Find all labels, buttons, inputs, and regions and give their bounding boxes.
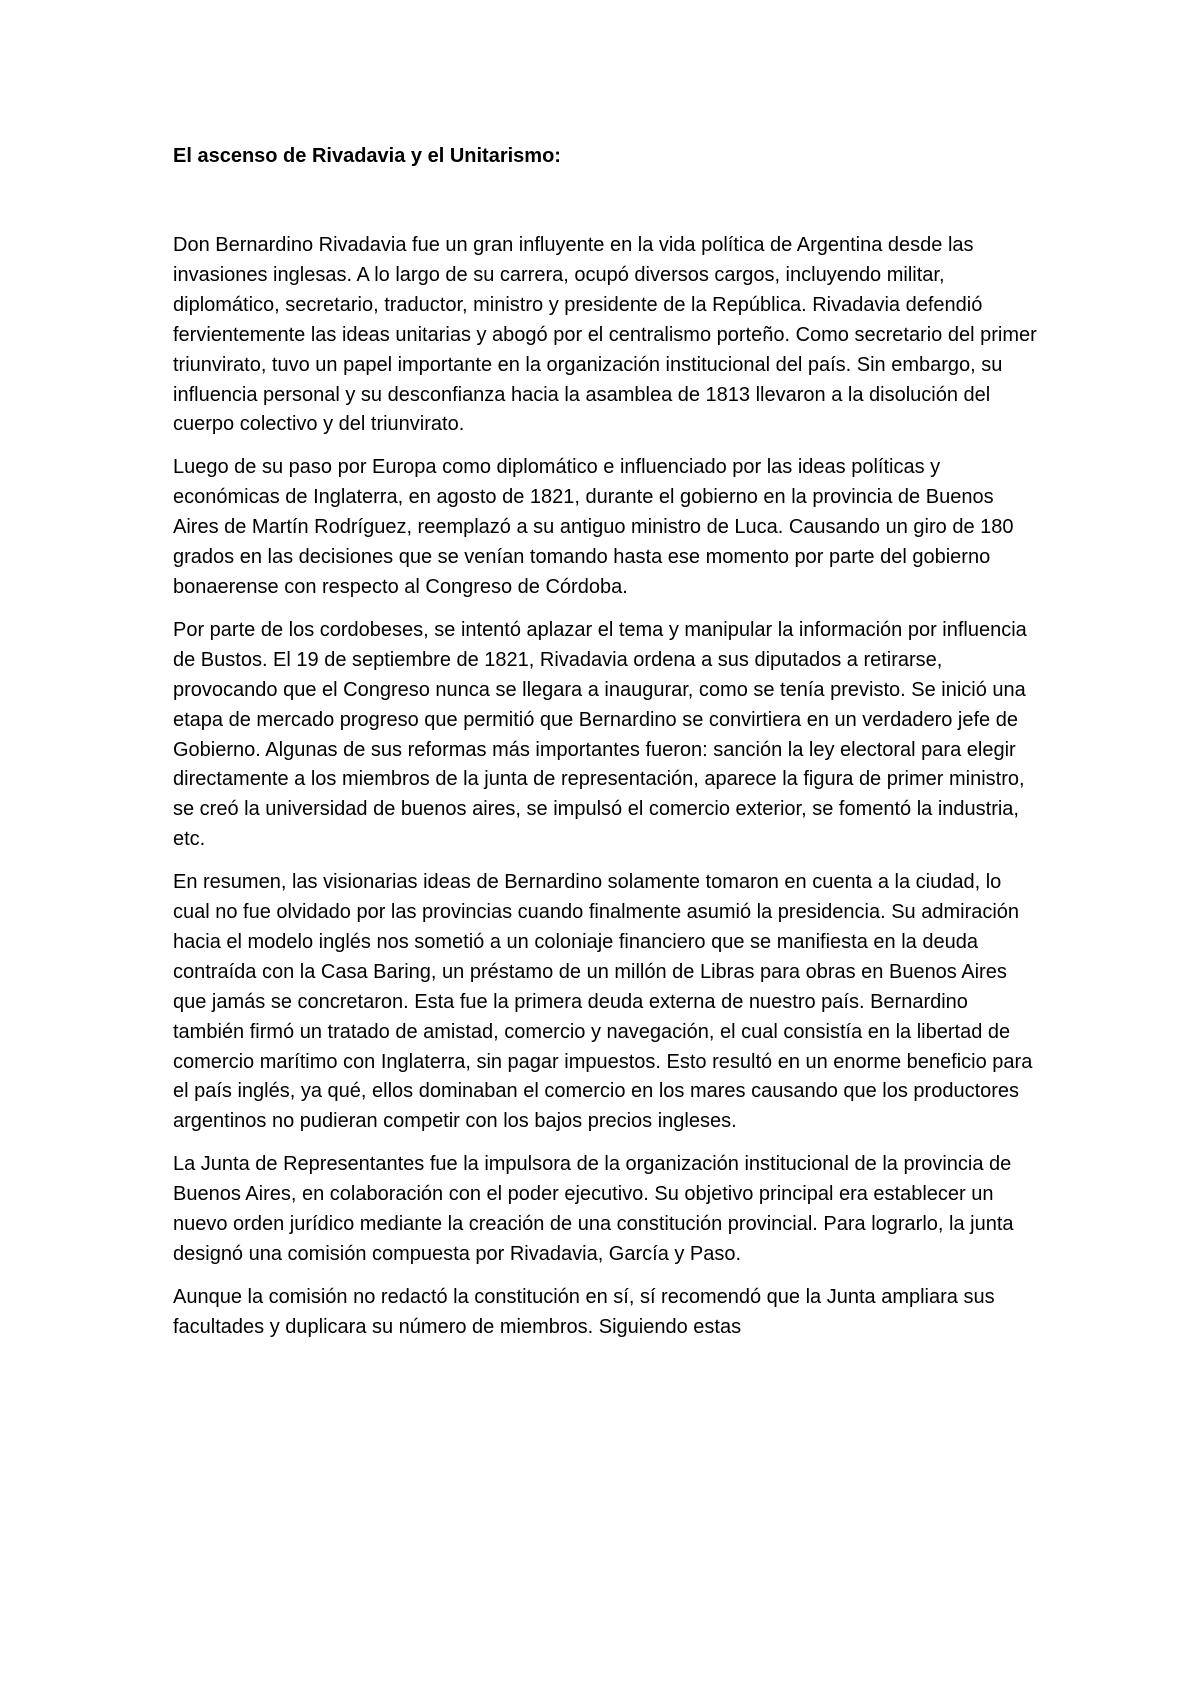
paragraph-1: Don Bernardino Rivadavia fue un gran influyente en la vida política de Argentina desde las invasiones inglesas. A lo largo de su carrera, ocupó diversos cargos, incluyendo militar, diplomático, secretario, traductor, ministro y presidente de la República. Rivadavia defendió fervientemente las ideas unitarias y abogó por el centralismo porteño. Como secretario del primer triunvirato, tuvo un papel importante en la organización institucional del país. Sin embargo, su influencia personal y su desconfianza hacia la asamblea de 1813 llevaron a la disolución del cuerpo colectivo y del triunvirato. xyxy=(173,234,1037,436)
paragraph-4: En resumen, las visionarias ideas de Bernardino solamente tomaron en cuenta a la ciudad, lo cual no fue olvidado por las provincias cuando finalmente asumió la presidencia. Su admiración hacia el modelo inglés nos sometió a un coloniaje financiero que se manifiesta en la deuda contraída con la Casa Baring, un préstamo de un millón de Libras para obras en Buenos Aires que jamás se concretaron. Esta fue la primera deuda externa de nuestro país. Bernardino también firmó un tratado de amistad, comercio y navegación, el cual consistía en la libertad de comercio marítimo con Inglaterra, sin pagar impuestos. Esto resultó en un enorme beneficio para el país inglés, ya qué, ellos dominaban el comercio en los mares causando que los productores argentinos no pudieran competir con los bajos precios ingleses. xyxy=(173,871,1033,1133)
paragraph-3: Por parte de los cordobeses, se intentó aplazar el tema y manipular la información por influencia de Bustos. El 19 de septiembre de 1821, Rivadavia ordena a sus diputados a retirarse, provocando que el Congreso nunca se llegara a inaugurar, como se tenía previsto. Se inició una etapa de mercado progreso que permitió que Bernardino se convirtiera en un verdadero jefe de Gobierno. Algunas de sus reformas más importantes fueron: sanción la ley electoral para elegir directamente a los miembros de la junta de representación, aparece la figura de primer ministro, se creó la universidad de buenos aires, se impulsó el comercio exterior, se fomentó la industria, etc. xyxy=(173,618,1027,851)
paragraph-5: La Junta de Representantes fue la impulsora de la organización institucional de la provincia de Buenos Aires, en colaboración con el poder ejecutivo. Su objetivo principal era establecer un nuevo orden jurídico mediante la creación de una constitución provincial. Para lograrlo, la junta designó una comisión compuesta por Rivadavia, García y Paso. xyxy=(173,1153,1014,1265)
document-title: El ascenso de Rivadavia y el Unitarismo: xyxy=(173,145,561,167)
paragraph-6: Aunque la comisión no redactó la constitución en sí, sí recomendó que la Junta ampliara sus facultades y duplicara su número de miembros. Siguiendo estas xyxy=(173,1285,995,1338)
paragraph-2: Luego de su paso por Europa como diplomático e influenciado por las ideas políticas y económicas de Inglaterra, en agosto de 1821, durante el gobierno en la provincia de Buenos Aires de Martín Rodríguez, reemplazó a su antiguo ministro de Luca. Causando un giro de 180 grados en las decisiones que se venían tomando hasta ese momento por parte del gobierno bonaerense con respecto al Congreso de Córdoba. xyxy=(173,456,1014,598)
document-page xyxy=(173,142,1041,1343)
